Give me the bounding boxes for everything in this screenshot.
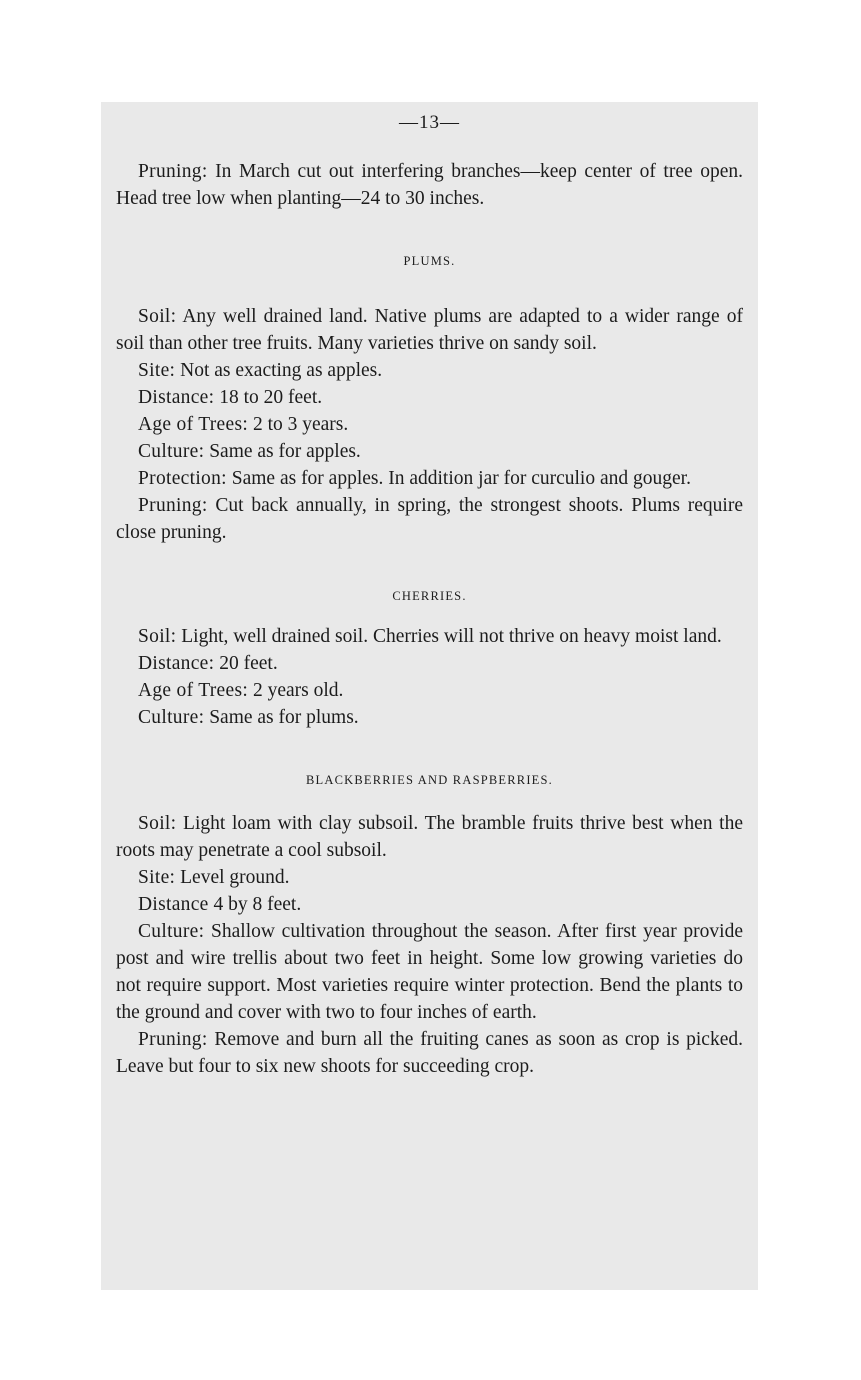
entry-text: Not as exacting as apples.: [175, 360, 383, 381]
entry-term: Soil:: [138, 626, 177, 647]
plums-site-paragraph: [116, 357, 743, 384]
plums-soil-paragraph: [116, 303, 743, 357]
entry-text: Light loam with clay subsoil. The bramble fruits thrive best when the roots may penetrate a cool subsoil.: [116, 813, 743, 861]
entry-text: 2 to 3 years.: [248, 414, 349, 435]
entry-text: Level ground.: [175, 867, 290, 888]
entry-text: Cut back annually, in spring, the strongest shoots. Plums require close pruning.: [116, 495, 743, 543]
entry-text: 2 years old.: [248, 680, 344, 701]
berries-culture-paragraph: [116, 918, 743, 1026]
entry-text: In March cut out interfering branches—keep center of tree open. Head tree low when planting—24 to 30 inches.: [116, 161, 743, 209]
entry-text: Same as for apples.: [204, 441, 361, 462]
plums-protection-paragraph: [116, 465, 743, 492]
entry-term: Age of Trees:: [138, 680, 249, 701]
entry-text: Light, well drained soil. Cherries will not thrive on heavy moist land.: [176, 626, 722, 647]
entry-text: Same as for apples. In addition jar for curculio and gouger.: [226, 468, 691, 489]
cherries-age-paragraph: [116, 677, 743, 704]
entry-term: Distance:: [138, 387, 215, 408]
entry-term: Site:: [138, 360, 176, 381]
section-heading-blackberries-raspberries: BLACKBERRIES AND RASPBERRIES.: [306, 773, 553, 787]
section-heading-plums: PLUMS.: [403, 254, 456, 268]
entry-term: Culture:: [138, 441, 205, 462]
section-heading-cherries: CHERRIES.: [392, 589, 467, 603]
entry-term: Soil:: [138, 813, 177, 834]
intro-pruning-paragraph: [116, 158, 743, 212]
berries-soil-paragraph: [116, 810, 743, 864]
entry-term: Site:: [138, 867, 176, 888]
cherries-soil-paragraph: [116, 623, 743, 650]
entry-text: Same as for plums.: [204, 707, 359, 728]
entry-term: Protection:: [138, 468, 227, 489]
berries-pruning-paragraph: [116, 1026, 743, 1080]
plums-age-paragraph: [116, 411, 743, 438]
entry-text: 20 feet.: [214, 653, 278, 674]
entry-term: Distance: [138, 894, 209, 915]
plums-culture-paragraph: [116, 438, 743, 465]
entry-text: 18 to 20 feet.: [214, 387, 323, 408]
berries-site-paragraph: [116, 864, 743, 891]
page-number: —13—: [399, 112, 460, 133]
entry-text: Shallow cultivation throughout the season. After first year provide post and wire trellis about two feet in height. Some low growing varieties do not require support. Most varieties require winter protection. Bend the plants to the ground and cover with two to four inches of earth.: [116, 921, 743, 1023]
berries-distance-paragraph: [116, 891, 743, 918]
entry-term: Pruning:: [138, 161, 208, 182]
entry-text: Remove and burn all the fruiting canes as soon as crop is picked. Leave but four to six new shoots for succeeding crop.: [116, 1029, 743, 1077]
entry-term: Pruning:: [138, 495, 208, 516]
entry-term: Culture:: [138, 921, 205, 942]
entry-term: Culture:: [138, 707, 205, 728]
entry-text: 4 by 8 feet.: [208, 894, 302, 915]
plums-distance-paragraph: [116, 384, 743, 411]
entry-term: Distance:: [138, 653, 215, 674]
entry-text: Any well drained land. Native plums are adapted to a wider range of soil than other tree fruits. Many varieties thrive on sandy soil.: [116, 306, 743, 354]
entry-term: Pruning:: [138, 1029, 208, 1050]
entry-term: Soil:: [138, 306, 177, 327]
page-content: [116, 158, 743, 1080]
cherries-distance-paragraph: [116, 650, 743, 677]
cherries-culture-paragraph: [116, 704, 743, 731]
document-page: [101, 102, 758, 1290]
entry-term: Age of Trees:: [138, 414, 249, 435]
plums-pruning-paragraph: [116, 492, 743, 546]
